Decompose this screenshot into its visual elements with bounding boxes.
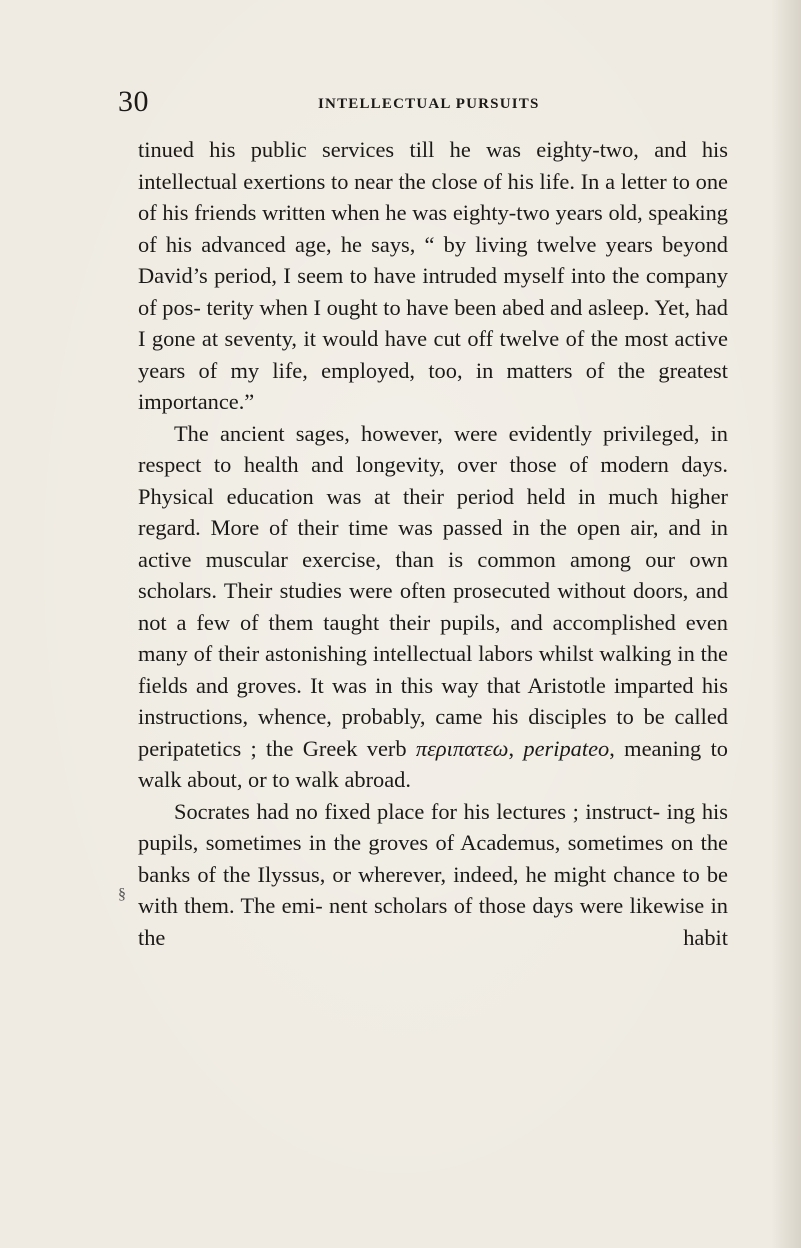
latin-word: peripateo <box>523 735 610 761</box>
margin-mark: § <box>118 886 126 903</box>
paragraph-3-text: Socrates had no fixed place for his lectures ; instruct- ing his pupils, sometimes in the groves of Academus, sometimes on the banks of the Ilyssus, or wherever, indeed, he might chance to be with them. The emi- nent scholars of those days were likewise in the habit <box>138 798 728 950</box>
paragraph-1 <box>138 134 728 418</box>
paragraph-2-separator: , <box>508 735 524 761</box>
paragraph-2-text-end: , meaning to walk about, or to walk abroad. <box>138 735 728 792</box>
paragraph-2-text-start: The ancient sages, however, were evidently privileged, in respect to health and longevity, over those of modern days. Physical education was at their period held in much higher regard. More of their time was passed in the open air, and in active muscular exercise, than is common among our own scholars. Their studies were often prosecuted without doors, and not a few of them taught their pupils, and accomplished even many of their astonishing intellectual labors whilst walking in the fields and groves. It was in this way that Aristotle imparted his instructions, whence, probably, came his disciples to be called peripatetics ; the Greek verb <box>138 420 728 761</box>
page-edge-shadow <box>771 0 801 1248</box>
page-number: 30 <box>118 85 149 118</box>
running-head: INTELLECTUAL PURSUITS <box>318 96 540 112</box>
greek-word: περιπατεω <box>415 735 509 761</box>
body-text <box>138 134 728 953</box>
paragraph-2 <box>138 418 728 796</box>
paragraph-1-text: tinued his public services till he was eighty-two, and his intellectual exertions to near the close of his life. In a letter to one of his friends written when he was eighty-two years old, speaking of his advanced age, he says, “ by living twelve years beyond David’s period, I seem to have intruded myself into the company of pos- terity when I ought to have been abed and asleep. Yet, had I gone at seventy, it would have cut off twelve of the most active years of my life, employed, too, in matters of the greatest importance.” <box>138 137 728 414</box>
paragraph-3 <box>138 796 728 954</box>
page-header <box>118 86 718 126</box>
